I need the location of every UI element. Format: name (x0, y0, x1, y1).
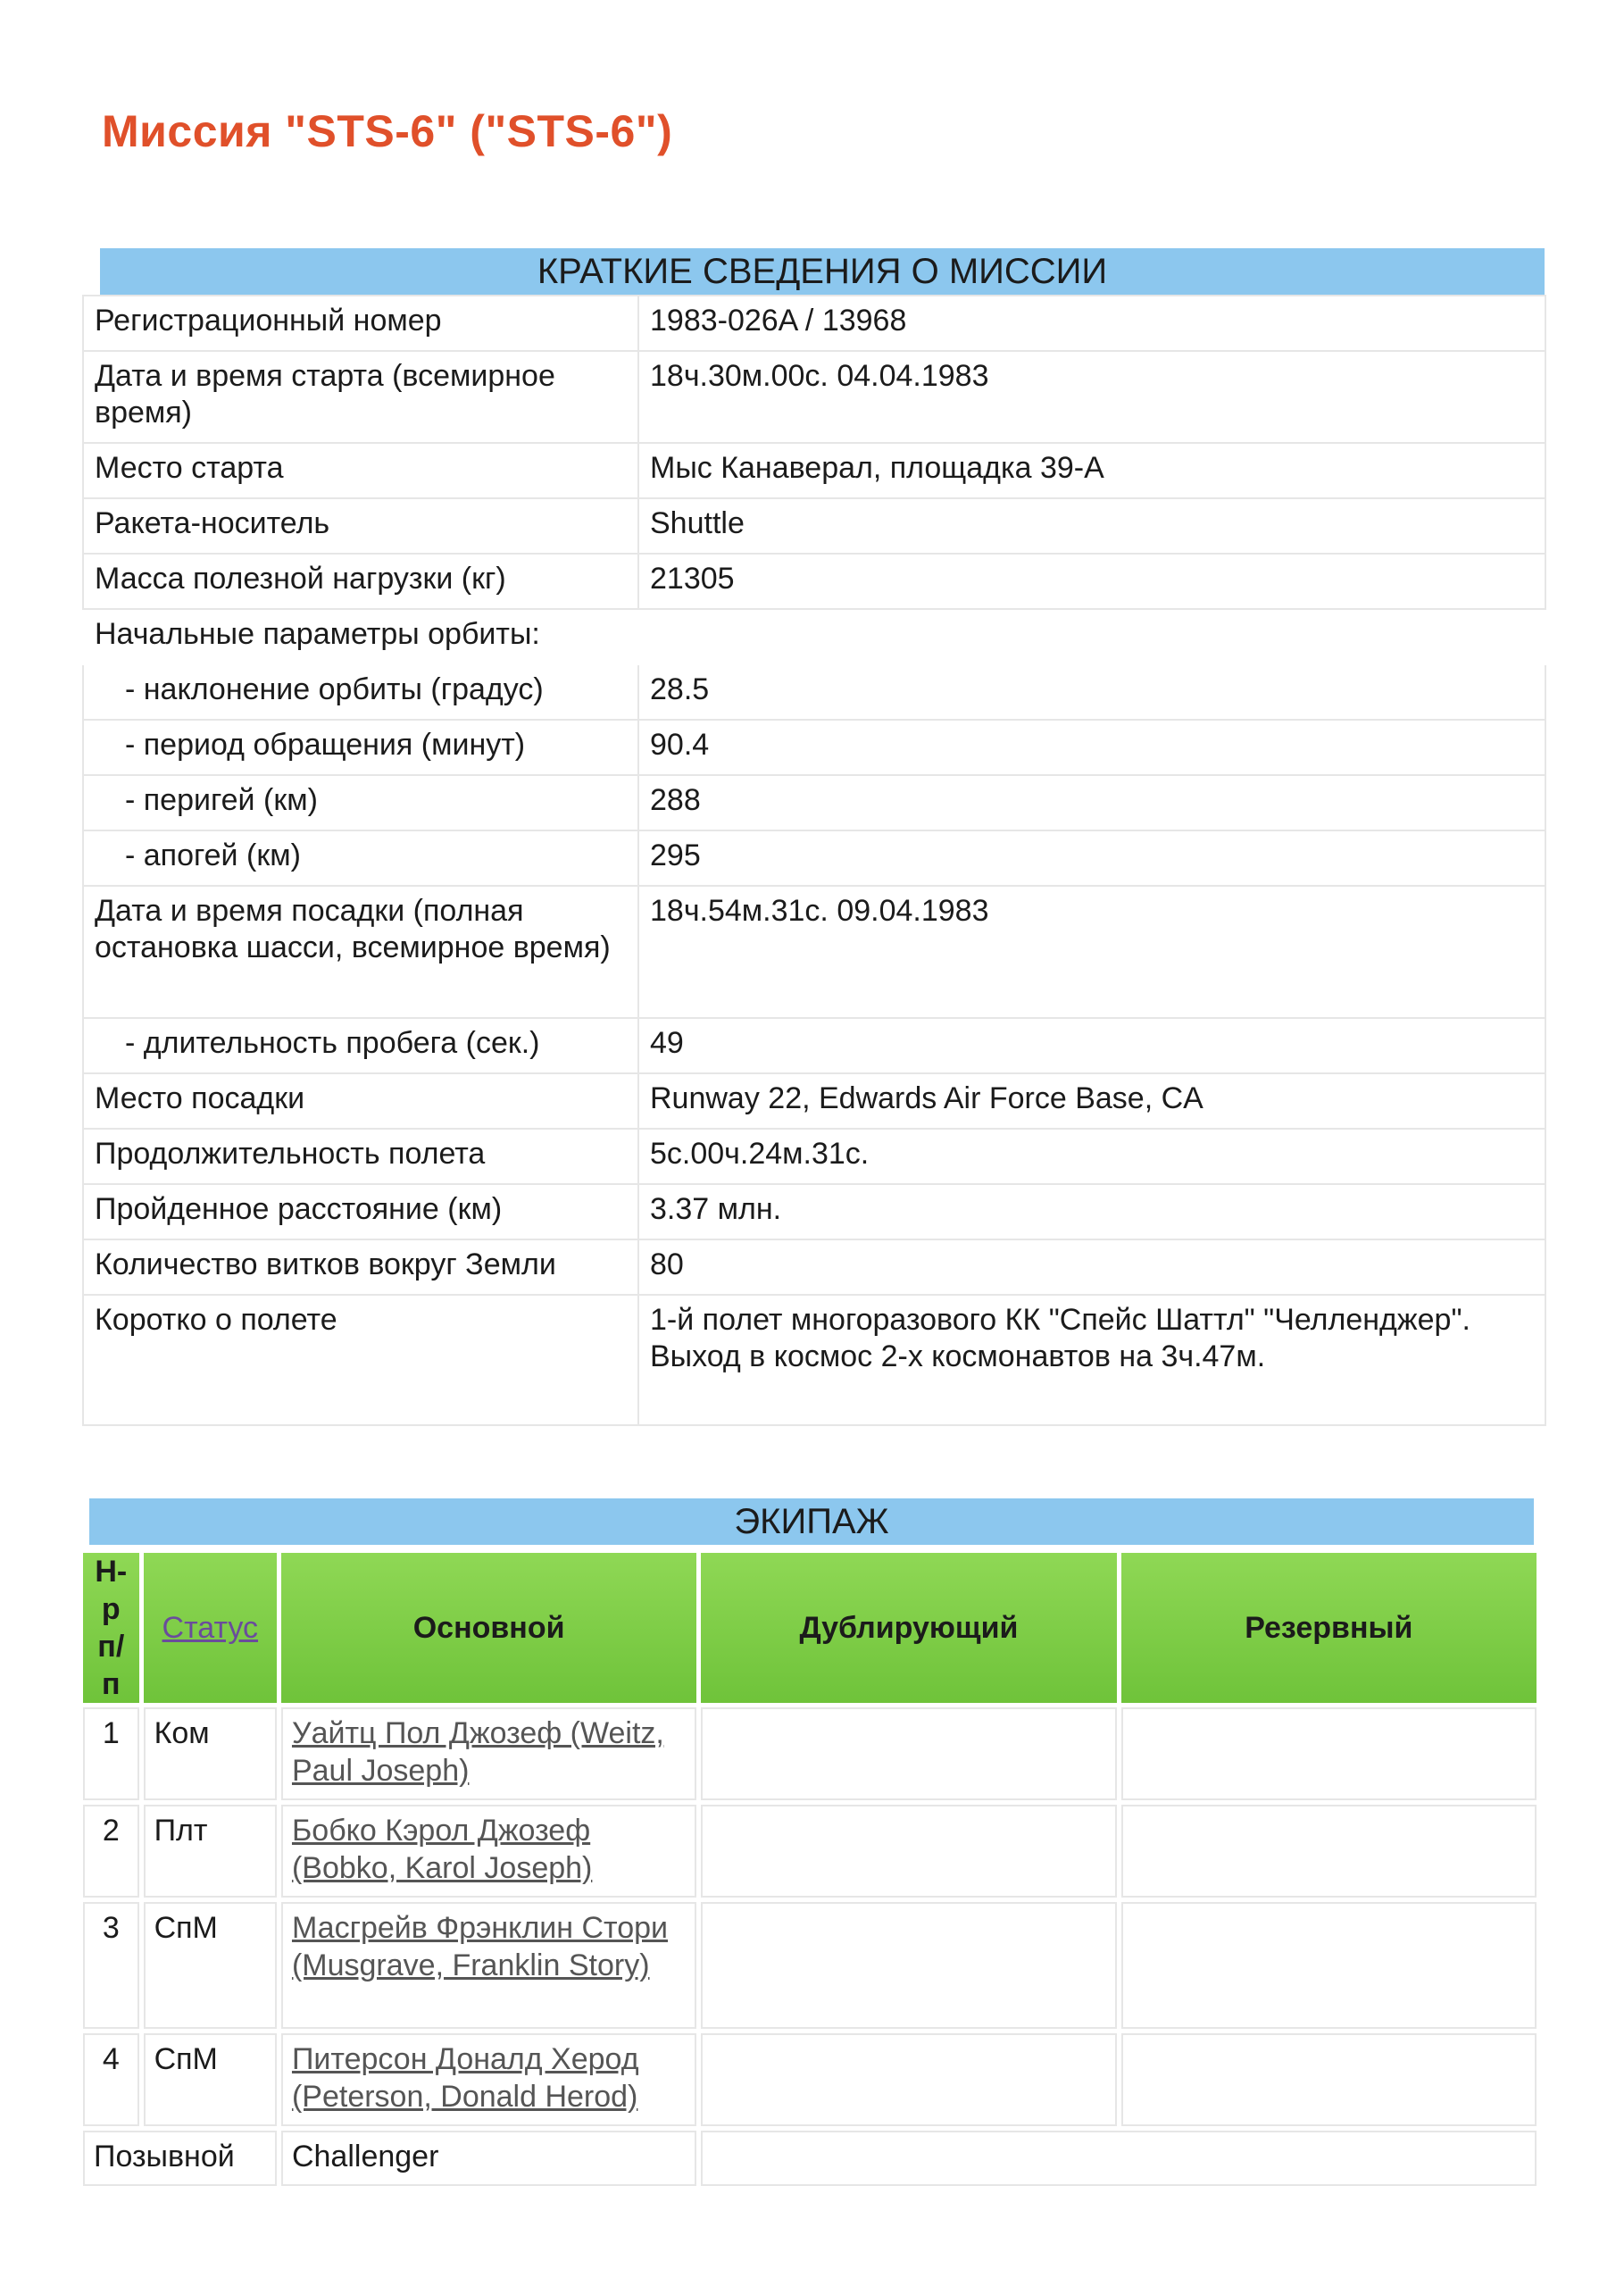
crew-number: 1 (83, 1707, 139, 1800)
summary-row (83, 1018, 1545, 1073)
summary-label: Продолжительность полета (83, 1129, 638, 1184)
callsign-empty-cell (701, 2131, 1537, 2186)
crew-main-cell (281, 1805, 696, 1898)
summary-row (83, 296, 1545, 351)
summary-row (83, 498, 1545, 554)
column-header-main: Основной (281, 1553, 696, 1703)
summary-value: 90.4 (638, 720, 1545, 775)
summary-row (83, 351, 1545, 443)
summary-row (83, 1129, 1545, 1184)
summary-label: - перигей (км) (83, 775, 638, 830)
callsign-label: Позывной (83, 2131, 277, 2186)
crew-reserve-cell (1121, 2033, 1537, 2126)
summary-label: Начальные параметры орбиты: (95, 617, 540, 651)
summary-row (83, 1184, 1545, 1239)
summary-value: 3.37 млн. (638, 1184, 1545, 1239)
summary-value: Мыс Канаверал, площадка 39-А (638, 443, 1545, 498)
crew-status: Ком (144, 1707, 277, 1800)
crew-status: СпМ (144, 2033, 277, 2126)
crew-header-row (83, 1553, 1537, 1703)
summary-value: 28.5 (638, 664, 1545, 720)
summary-value (638, 609, 1545, 664)
crew-main-cell (281, 2033, 696, 2126)
summary-row (83, 1239, 1545, 1295)
summary-value: 295 (638, 830, 1545, 886)
summary-value: 21305 (638, 554, 1545, 609)
summary-label: Пройденное расстояние (км) (83, 1184, 638, 1239)
crew-row (83, 1805, 1537, 1898)
crew-main-cell (281, 1707, 696, 1800)
crew-table (79, 1548, 1541, 2190)
summary-label: Коротко о полете (83, 1295, 638, 1425)
summary-row (83, 830, 1545, 886)
crew-row (83, 1707, 1537, 1800)
summary-value: 5с.00ч.24м.31с. (638, 1129, 1545, 1184)
summary-label: - наклонение орбиты (градус) (83, 664, 638, 720)
crew-number: 4 (83, 2033, 139, 2126)
column-header-backup: Дублирующий (701, 1553, 1116, 1703)
column-header-status-link[interactable]: Статус (144, 1553, 277, 1703)
summary-row (83, 720, 1545, 775)
crew-reserve-cell (1121, 1805, 1537, 1898)
crew-row (83, 2033, 1537, 2126)
crew-backup-cell (701, 1902, 1116, 2029)
summary-value: 18ч.54м.31с. 09.04.1983 (638, 886, 1545, 1018)
summary-label: - длительность пробега (сек.) (83, 1018, 638, 1073)
crew-status: Плт (144, 1805, 277, 1898)
crew-member-link[interactable]: Бобко Кэрол Джозеф (Bobko, Karol Joseph) (291, 1814, 593, 1885)
summary-row (83, 1295, 1545, 1425)
summary-row (83, 609, 1545, 664)
summary-label: Дата и время посадки (полная остановка шасси, всемирное время) (83, 886, 638, 1018)
summary-label: - апогей (км) (83, 830, 638, 886)
summary-row (83, 775, 1545, 830)
page-title: Миссия "STS-6" ("STS-6") (102, 106, 673, 156)
crew-heading: ЭКИПАЖ (89, 1498, 1534, 1545)
summary-value: 1983-026A / 13968 (638, 296, 1545, 351)
summary-value: 288 (638, 775, 1545, 830)
summary-row (83, 554, 1545, 609)
crew-backup-cell (701, 2033, 1116, 2126)
crew-number: 3 (83, 1902, 139, 2029)
summary-label: Количество витков вокруг Земли (83, 1239, 638, 1295)
summary-value: Runway 22, Edwards Air Force Base, CA (638, 1073, 1545, 1129)
summary-label: Место старта (83, 443, 638, 498)
summary-label: Масса полезной нагрузки (кг) (83, 554, 638, 609)
crew-reserve-cell (1121, 1902, 1537, 2029)
crew-backup-cell (701, 1805, 1116, 1898)
summary-label: Место посадки (83, 1073, 638, 1129)
summary-value: 80 (638, 1239, 1545, 1295)
crew-member-link[interactable]: Уайтц Пол Джозеф (Weitz, Paul Joseph) (291, 1716, 664, 1788)
crew-main-cell (281, 1902, 696, 2029)
column-header-reserve: Резервный (1121, 1553, 1537, 1703)
summary-label: Регистрационный номер (83, 296, 638, 351)
crew-member-link[interactable]: Масгрейв Фрэнклин Стори (Musgrave, Franklin Story) (291, 1911, 669, 1982)
summary-value: 1-й полет многоразового КК "Спейс Шаттл" "Челленджер". Выход в космос 2-х космонавтов на 3ч.47м. (638, 1295, 1545, 1425)
crew-backup-cell (701, 1707, 1116, 1800)
summary-label: Ракета-носитель (83, 498, 638, 554)
summary-label: - период обращения (минут) (83, 720, 638, 775)
summary-value: 18ч.30м.00с. 04.04.1983 (638, 351, 1545, 443)
crew-reserve-cell (1121, 1707, 1537, 1800)
summary-heading: КРАТКИЕ СВЕДЕНИЯ О МИССИИ (100, 248, 1545, 295)
summary-row (83, 443, 1545, 498)
summary-row (83, 664, 1545, 720)
summary-row (83, 1073, 1545, 1129)
mission-summary-table (82, 295, 1546, 1426)
callsign-row (83, 2131, 1537, 2186)
summary-value: 49 (638, 1018, 1545, 1073)
callsign-value: Challenger (281, 2131, 696, 2186)
crew-status: СпМ (144, 1902, 277, 2029)
crew-row (83, 1902, 1537, 2029)
summary-row (83, 886, 1545, 1018)
column-header-number: Н-р п/п (83, 1553, 139, 1703)
crew-member-link[interactable]: Питерсон Доналд Херод (Peterson, Donald Herod) (291, 2042, 639, 2114)
summary-value: Shuttle (638, 498, 1545, 554)
summary-label: Дата и время старта (всемирное время) (83, 351, 638, 443)
crew-number: 2 (83, 1805, 139, 1898)
